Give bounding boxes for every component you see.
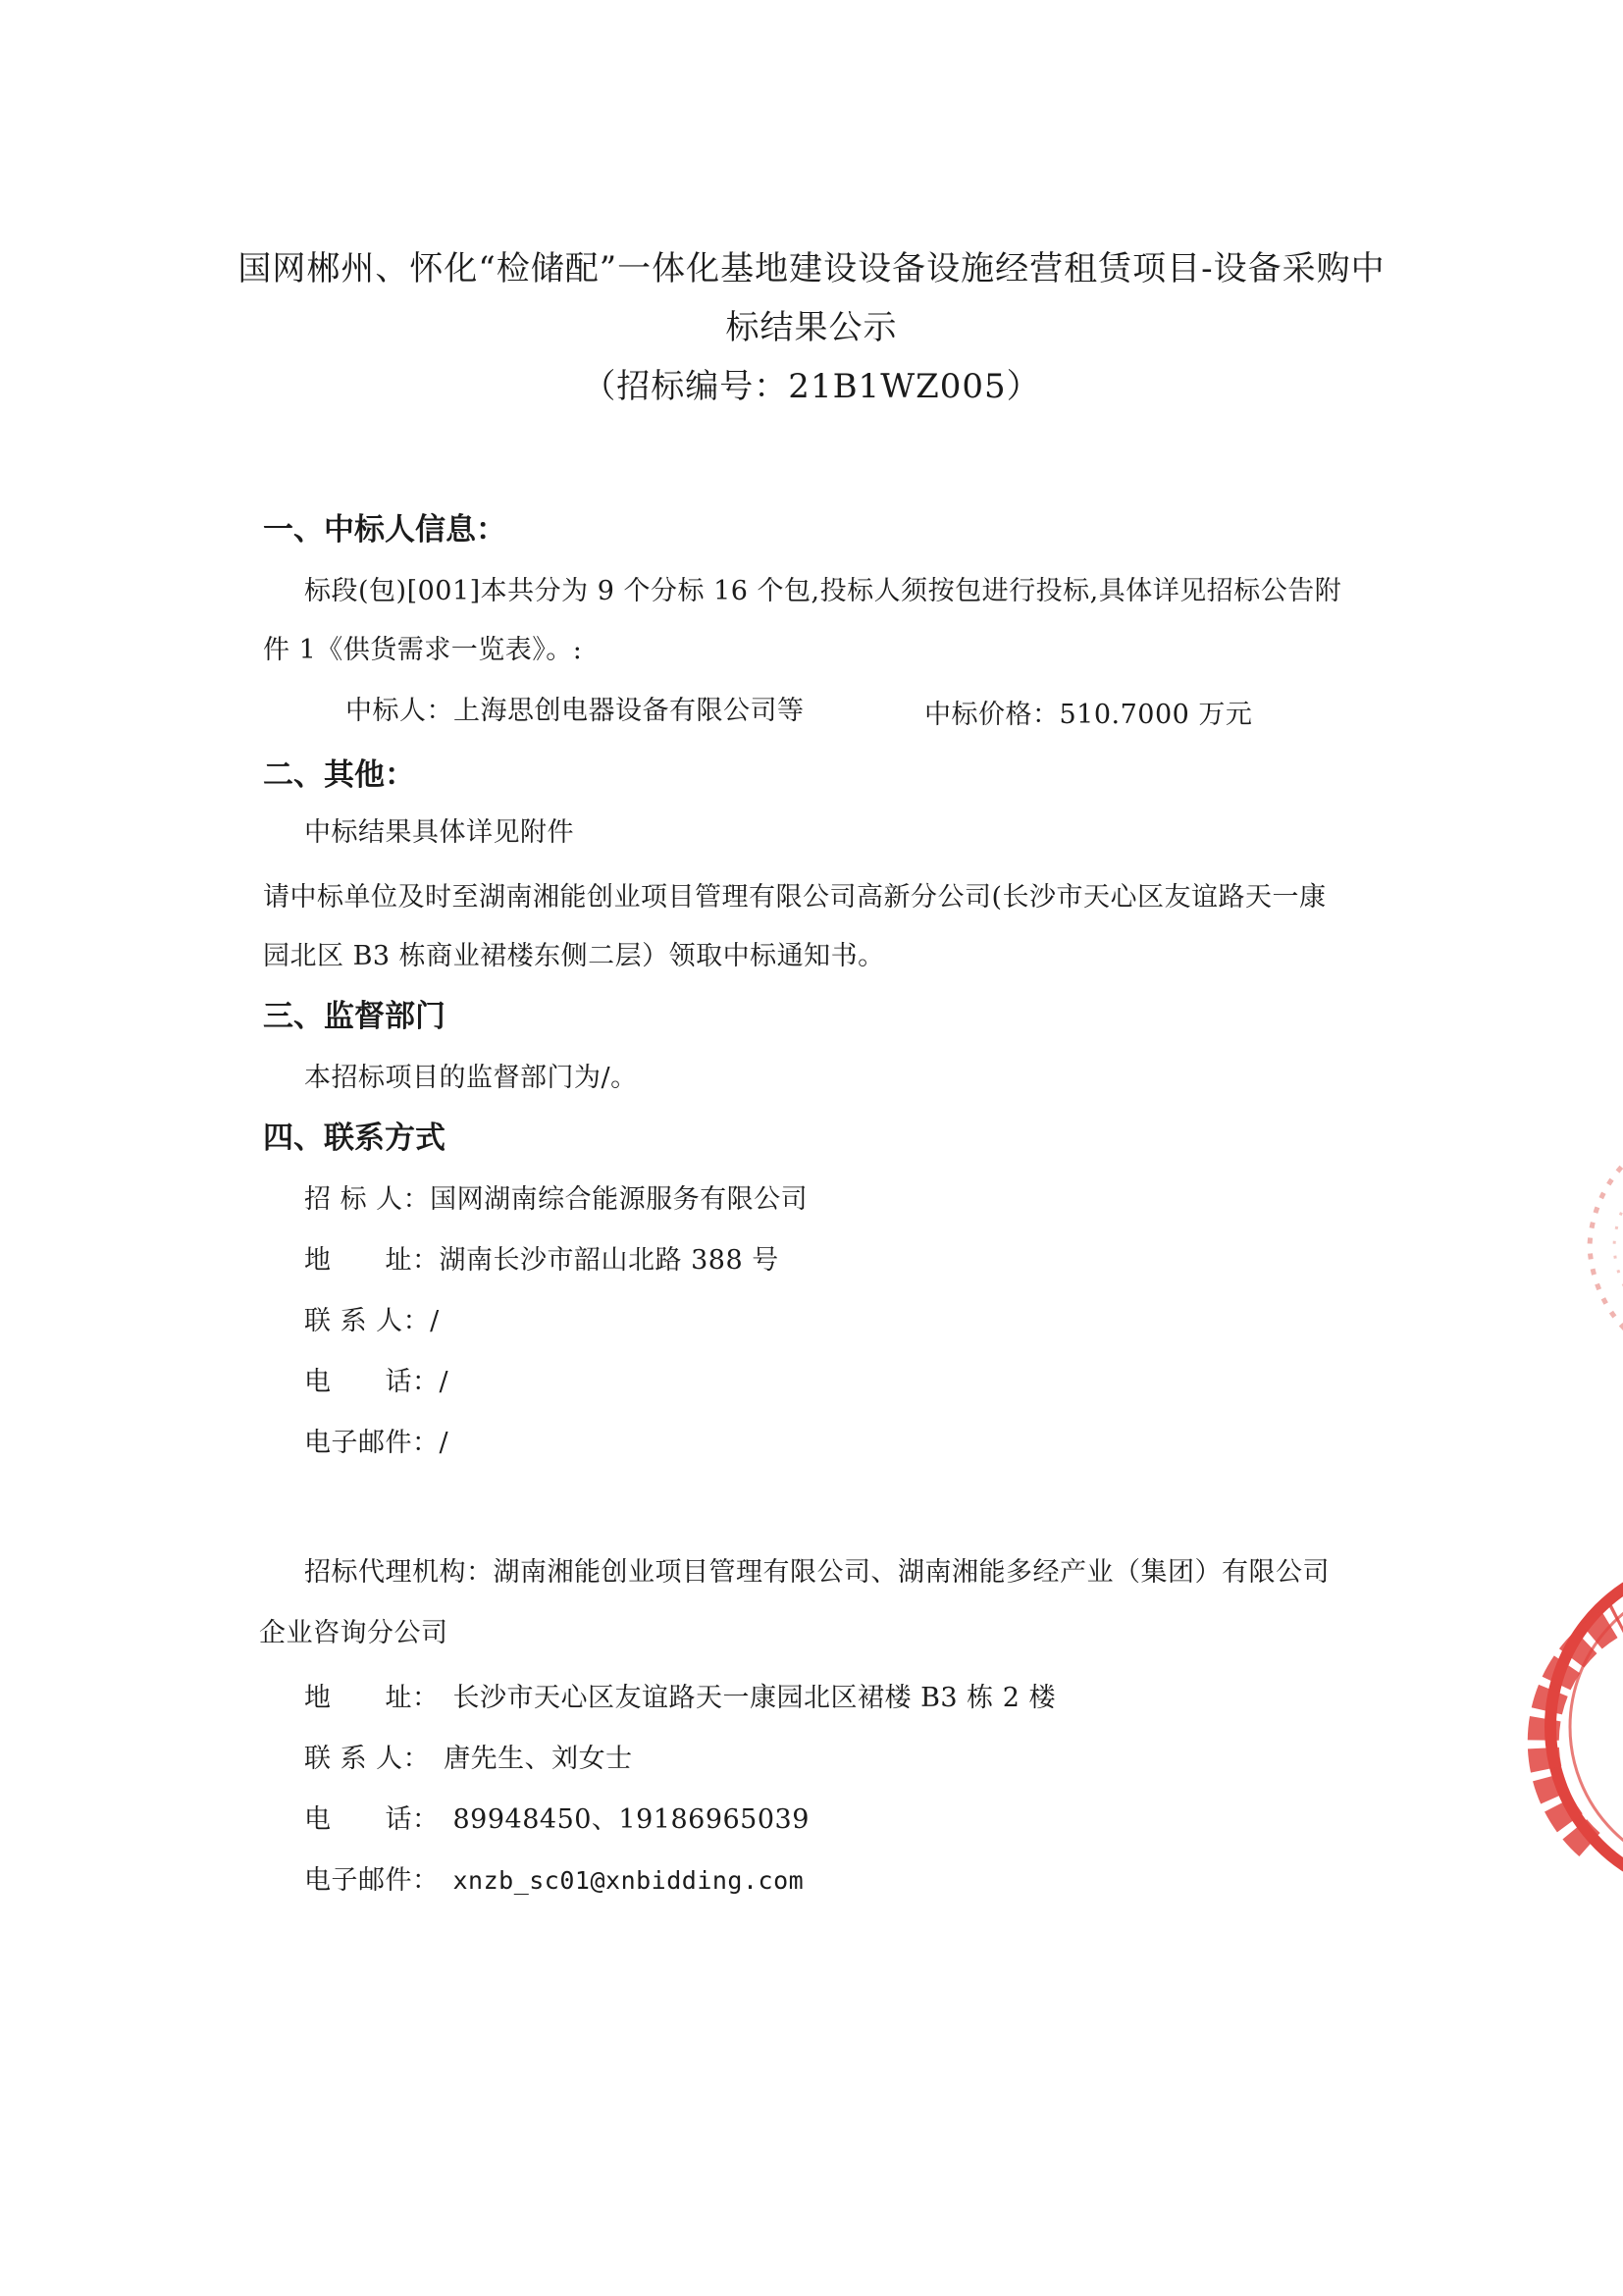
agency-name-line-1: 湖南湘能创业项目管理有限公司、湖南湘能多经产业（集团）有限公司 [493, 1557, 1330, 1588]
agency-contact-row [304, 1737, 633, 1775]
agency-email-label: 电子邮件： [304, 1865, 440, 1896]
agency-address-label: 地 址： [304, 1683, 440, 1713]
title-line-3: （招标编号：21B1WZ005） [582, 367, 1041, 406]
official-seal [1472, 1550, 1623, 1904]
section-1-paragraph-line-1: 标段(包)[001]本共分为 9 个分标 16 个包,投标人须按包进行投标,具体详见招标公告附 [304, 576, 1342, 606]
agency-name-line-2: 企业咨询分公司 [259, 1618, 448, 1648]
tenderer-name-row [304, 1177, 808, 1216]
section-3-heading: 三、监督部门 [263, 999, 445, 1034]
tenderer-phone-label: 电 话： [304, 1367, 440, 1397]
agency-contact-label: 联 系 人： [304, 1744, 431, 1774]
agency-address: 长沙市天心区友谊路天一康园北区裙楼 B3 栋 2 楼 [452, 1683, 1057, 1713]
agency-address-row [304, 1676, 1056, 1714]
section-1-heading: 一、中标人信息： [263, 512, 506, 548]
tenderer-contact: / [430, 1306, 440, 1336]
tenderer-name-label: 招 标 人： [304, 1184, 431, 1215]
tenderer-name: 国网湖南综合能源服务有限公司 [430, 1184, 809, 1215]
tenderer-contact-row [304, 1299, 440, 1337]
tenderer-email: / [439, 1428, 449, 1458]
agency-phone-label: 电 话： [304, 1804, 440, 1835]
section-3-line-1: 本招标项目的监督部门为/。 [304, 1063, 638, 1093]
winning-price: 中标价格：510.7000 万元 [924, 700, 1253, 730]
agency-email-row [304, 1858, 804, 1897]
tenderer-phone: / [439, 1367, 449, 1397]
section-2-heading: 二、其他： [263, 757, 415, 793]
section-4-heading: 四、联系方式 [263, 1121, 445, 1156]
section-2-line-2: 请中标单位及时至湖南湘能创业项目管理有限公司高新分公司(长沙市天心区友谊路天一康 [263, 882, 1327, 913]
section-2-line-1: 中标结果具体详见附件 [304, 817, 574, 848]
winner-name: 中标人：上海思创电器设备有限公司等 [345, 696, 805, 726]
agency-phone-row [304, 1798, 810, 1836]
agency-email: xnzb_sc01@xnbidding.com [452, 1866, 805, 1895]
tenderer-contact-label: 联 系 人： [304, 1306, 431, 1336]
tenderer-address-label: 地 址： [304, 1245, 440, 1276]
title-line-1: 国网郴州、怀化“检储配”一体化基地建设设备设施经营租赁项目-设备采购中 [237, 249, 1386, 288]
tenderer-email-label: 电子邮件： [304, 1428, 440, 1458]
section-2-line-3: 园北区 B3 栋商业裙楼东侧二层）领取中标通知书。 [263, 941, 885, 971]
faint-stamp-mark [1560, 1119, 1623, 1374]
agency-contact: 唐先生、刘女士 [444, 1744, 633, 1774]
agency-phone: 89948450、19186965039 [452, 1804, 810, 1835]
tenderer-phone-row [304, 1360, 448, 1398]
agency-name-label: 招标代理机构： [304, 1557, 494, 1588]
tenderer-address-row [304, 1238, 779, 1277]
section-1-paragraph-line-2: 件 1《供货需求一览表》。: [263, 635, 583, 665]
tenderer-email-row [304, 1421, 448, 1459]
tenderer-address: 湖南长沙市韶山北路 388 号 [439, 1245, 779, 1276]
title-line-2: 标结果公示 [725, 308, 898, 347]
agency-name-row [304, 1550, 1330, 1589]
